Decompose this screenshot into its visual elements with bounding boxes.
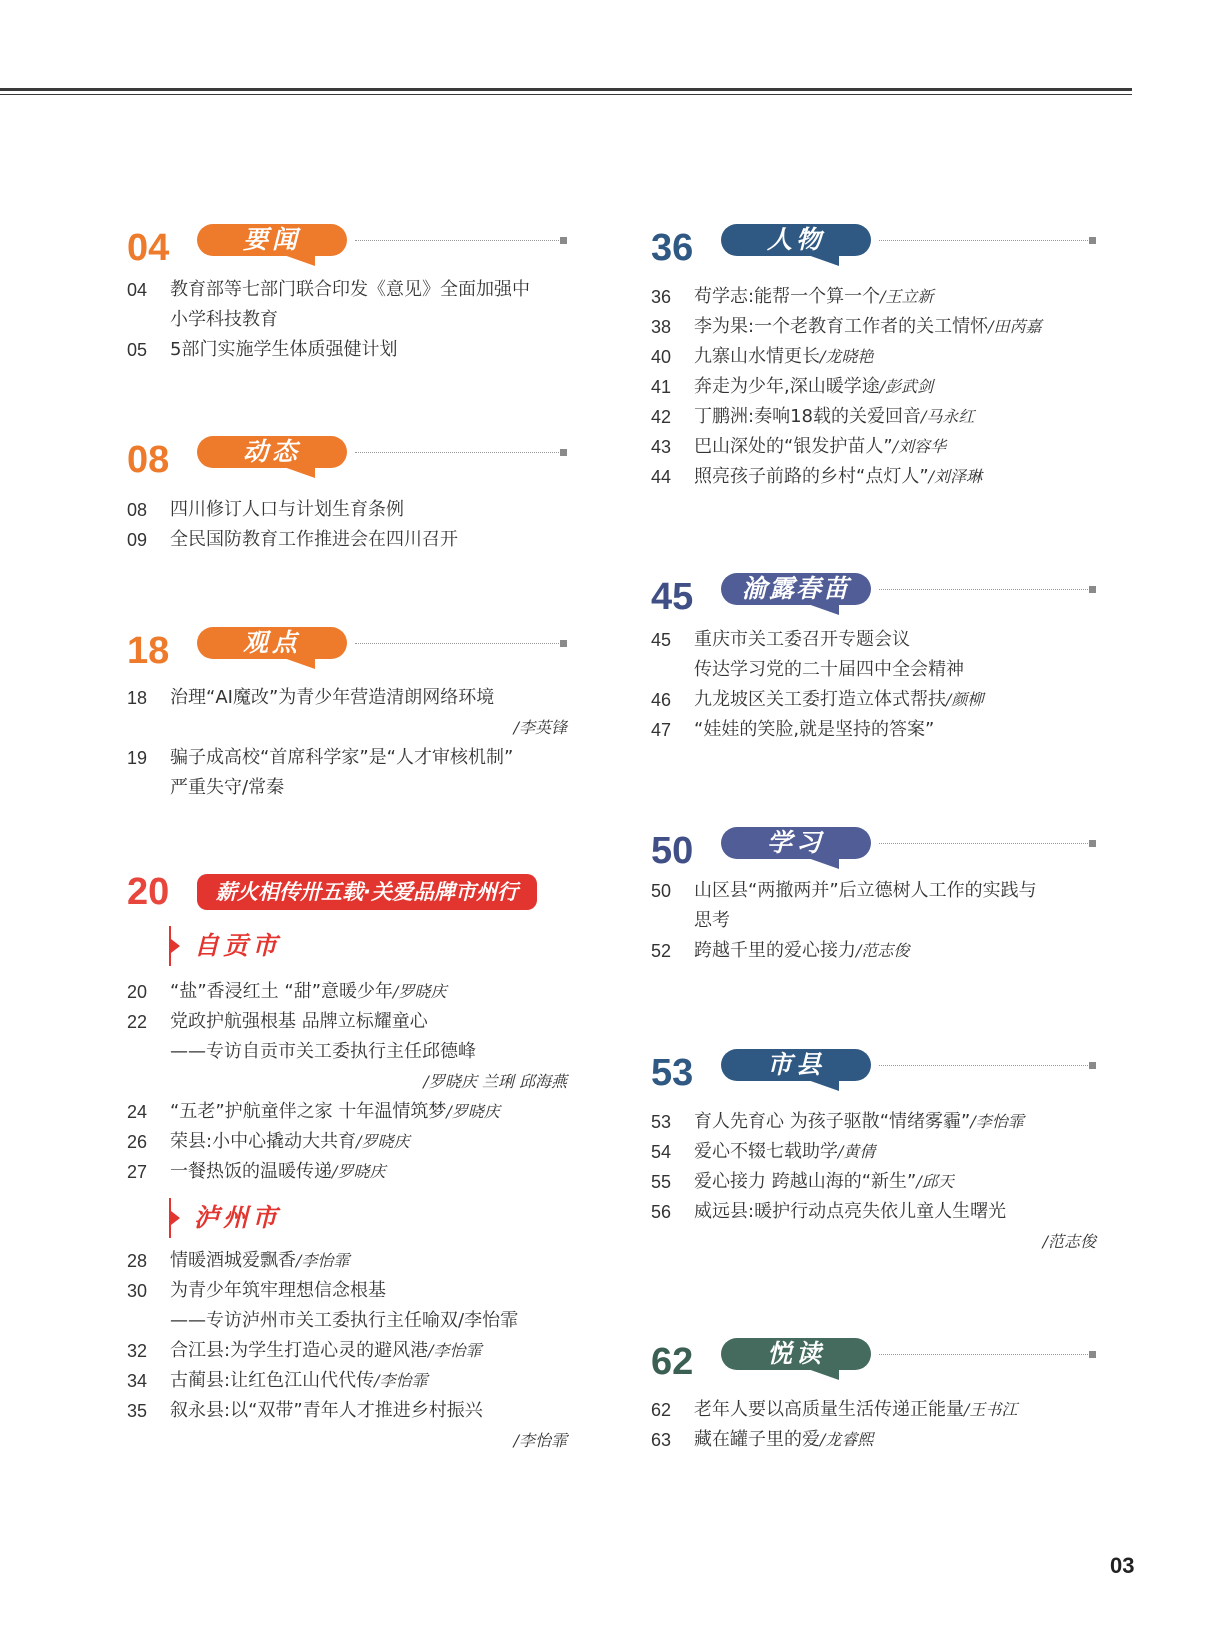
tag-tail (281, 254, 315, 266)
entry-title: 全民国防教育工作推进会在四川召开 (170, 529, 458, 550)
entry-title: 李为果:一个老教育工作者的关工情怀 (694, 316, 989, 337)
sub-header-label: 泸州市 (194, 1203, 282, 1232)
section-tag: 悦读 (721, 1338, 871, 1370)
special-section-banner: 薪火相传卅五载·关爱品牌市州行 (197, 874, 537, 910)
entry-page: 50 (651, 881, 672, 901)
section-entries (651, 625, 1096, 745)
sub-header-label: 自贡市 (194, 931, 282, 960)
entry-author: /龙睿熙 (820, 1430, 874, 1449)
entry-title: 照亮孩子前路的乡村“点灯人” (694, 466, 929, 487)
section-tag: 市县 (721, 1049, 871, 1081)
section-tag: 要闻 (197, 224, 347, 256)
dotted-leader-end (1089, 840, 1096, 847)
entry-title: “五老”护航童伴之家 十年温情筑梦 (170, 1101, 447, 1122)
entry-title: 重庆市关工委召开专题会议 (694, 629, 910, 650)
section-header-shixian (651, 1049, 1096, 1099)
entry-title: 骗子成高校“首席科学家”是“人才审核机制” (170, 747, 514, 768)
entry-title: 丁鹏洲:奏响18载的关爱回音 (694, 406, 921, 427)
entry-page: 43 (651, 437, 672, 457)
section-header-dongtai (127, 436, 567, 486)
dotted-leader-end (1089, 586, 1096, 593)
sub-header-arrow-icon (171, 1211, 180, 1225)
entry-page: 41 (651, 377, 672, 397)
tag-tail (805, 1368, 839, 1380)
toc-entry[interactable] (651, 936, 1096, 966)
entry-continuation: ——专访自贡市关工委执行主任邱德峰 (170, 1041, 476, 1062)
section-number: 04 (127, 227, 170, 269)
toc-entry[interactable] (651, 876, 1096, 906)
section-entries (651, 1395, 1096, 1455)
toc-entry[interactable] (127, 1276, 567, 1306)
entry-author: /黄倩 (838, 1142, 876, 1161)
entry-title: 巴山深处的“银发护苗人” (694, 436, 893, 457)
entry-title: 苟学志:能帮一个算一个 (694, 286, 881, 307)
entry-author: /李怡霏 (458, 1310, 519, 1331)
toc-entry[interactable] (651, 715, 1096, 745)
entry-author: /李怡霏 (374, 1371, 428, 1390)
entry-continuation: 传达学习党的二十届四中全会精神 (694, 659, 964, 680)
entry-title: 荣县:小中心撬动大共育 (170, 1131, 357, 1152)
tag-tail (805, 254, 839, 266)
section-header-renwu (651, 224, 1096, 274)
toc-entry[interactable] (651, 1197, 1096, 1227)
entry-title: 藏在罐子里的爱 (694, 1429, 820, 1450)
entry-page: 53 (651, 1112, 672, 1132)
section-number: 62 (651, 1341, 694, 1383)
section-header-xuexi (651, 827, 1096, 877)
entry-author: /罗晓庆 (446, 1102, 500, 1121)
dotted-leader (355, 643, 559, 644)
section-entries (127, 683, 567, 803)
toc-entry[interactable] (651, 432, 1096, 462)
entry-page: 20 (127, 982, 148, 1002)
tag-tail (281, 657, 315, 669)
entry-page: 54 (651, 1142, 672, 1162)
entry-title: 治理“AI魔改”为青少年营造清朗网络环境 (170, 687, 495, 708)
section-tag: 观点 (197, 627, 347, 659)
entry-title: 古蔺县:让红色江山代代传 (170, 1370, 375, 1391)
entry-title: 党政护航强根基 品牌立标耀童心 (170, 1011, 428, 1032)
entry-page: 18 (127, 688, 148, 708)
entry-page: 32 (127, 1341, 148, 1361)
dotted-leader (879, 1065, 1088, 1066)
entry-title: “盐”香浸红土 “甜”意暖少年 (170, 981, 394, 1002)
entry-title: 爱心接力 跨越山海的“新生” (694, 1171, 917, 1192)
entry-page: 55 (651, 1172, 672, 1192)
section-entries (127, 495, 567, 555)
toc-entry[interactable] (127, 1157, 567, 1187)
entry-continuation (127, 773, 567, 803)
entry-page: 45 (651, 630, 672, 650)
entry-page: 04 (127, 280, 148, 300)
entry-page: 52 (651, 941, 672, 961)
entry-author: /刘容华 (892, 437, 947, 456)
section-entries (651, 282, 1096, 492)
entry-author: /罗晓庆 (356, 1132, 410, 1151)
tag-tail (805, 603, 839, 615)
dotted-leader-end (1089, 1062, 1096, 1069)
entry-title: 奔走为少年,深山暖学途 (694, 376, 880, 397)
toc-entry[interactable] (127, 525, 567, 555)
toc-entry[interactable] (127, 1396, 567, 1426)
section-entries (127, 1246, 567, 1456)
entry-page: 22 (127, 1012, 148, 1032)
entry-page: 08 (127, 500, 148, 520)
toc-entry[interactable] (127, 275, 567, 305)
dotted-leader (879, 589, 1088, 590)
section-number: 45 (651, 576, 694, 618)
entry-continuation-text: 严重失守 (170, 777, 242, 798)
dotted-leader-end (1089, 1351, 1096, 1358)
entry-author: /罗晓庆 兰琍 邱海燕 (423, 1072, 567, 1091)
dotted-leader (355, 240, 559, 241)
toc-entry[interactable] (127, 495, 567, 525)
entry-page: 62 (651, 1400, 672, 1420)
entry-title: 老年人要以高质量生活传递正能量 (694, 1399, 964, 1420)
entry-author: /龙晓艳 (820, 347, 874, 366)
entry-author: /李怡霏 (296, 1251, 350, 1270)
entry-page: 35 (127, 1401, 148, 1421)
entry-author: /李怡霏 (428, 1341, 482, 1360)
entry-page: 56 (651, 1202, 672, 1222)
entry-author: /罗晓庆 (332, 1162, 386, 1181)
toc-entry[interactable] (651, 372, 1096, 402)
entry-title: 爱心不辍七载助学 (694, 1141, 838, 1162)
entry-title: 5部门实施学生体质强健计划 (170, 339, 398, 360)
entry-page: 40 (651, 347, 672, 367)
entry-page: 63 (651, 1430, 672, 1450)
entry-author: /李怡霏 (970, 1112, 1024, 1131)
section-entries (651, 1107, 1096, 1257)
entry-title: 合江县:为学生打造心灵的避风港 (170, 1340, 429, 1361)
toc-entry[interactable] (651, 402, 1096, 432)
section-number: 50 (651, 830, 694, 872)
section-tag: 动态 (197, 436, 347, 468)
toc-left-column (127, 0, 567, 1638)
entry-author: /彭武剑 (879, 377, 934, 396)
entry-page: 26 (127, 1132, 148, 1152)
entry-title: 一餐热饭的温暖传递 (170, 1161, 332, 1182)
dotted-leader-end (560, 640, 567, 647)
page-number: 03 (1110, 1553, 1135, 1578)
entry-title: 九龙坡区关工委打造立体式帮扶 (694, 689, 946, 710)
section-number: 36 (651, 227, 694, 269)
entry-title: 叙永县:以“双带”青年人才推进乡村振兴 (170, 1400, 483, 1421)
section-header-yulu-chunmiao (651, 573, 1096, 623)
entry-continuation: 小学科技教育 (170, 309, 278, 330)
dotted-leader (355, 452, 559, 453)
section-number: 20 (127, 871, 170, 913)
entry-author: /刘泽琳 (928, 467, 983, 486)
entry-page: 30 (127, 1281, 148, 1301)
entry-author: /田芮嘉 (988, 317, 1042, 336)
section-number: 08 (127, 439, 170, 481)
tag-tail (805, 857, 839, 869)
dotted-leader (879, 1354, 1088, 1355)
toc-entry[interactable] (127, 1007, 567, 1037)
toc-entry[interactable] (127, 1127, 567, 1157)
section-entries (127, 275, 567, 365)
entry-title: 九寨山水情更长 (694, 346, 820, 367)
entry-page: 42 (651, 407, 672, 427)
section-number: 18 (127, 630, 170, 672)
entry-title: “娃娃的笑脸,就是坚持的答案” (694, 719, 935, 740)
entry-page: 44 (651, 467, 672, 487)
entry-title: 教育部等七部门联合印发《意见》全面加强中 (170, 279, 530, 300)
entry-continuation (127, 1306, 567, 1336)
toc-entry[interactable] (127, 335, 567, 365)
entry-title: 跨越千里的爱心接力 (694, 940, 856, 961)
section-tag: 学习 (721, 827, 871, 859)
section-tag: 人物 (721, 224, 871, 256)
section-header-special (127, 872, 567, 916)
section-tag: 渝露春苗 (721, 573, 871, 605)
entry-author: /李怡霏 (513, 1431, 567, 1450)
entry-continuation: 思考 (694, 910, 730, 931)
entry-title: 为青少年筑牢理想信念根基 (170, 1280, 386, 1301)
section-header-yuedu (651, 1338, 1096, 1388)
entry-author: /邱天 (916, 1172, 954, 1191)
toc-entry[interactable] (651, 342, 1096, 372)
entry-page: 36 (651, 287, 672, 307)
entry-page: 27 (127, 1162, 148, 1182)
toc-entry[interactable] (127, 743, 567, 773)
dotted-leader-end (560, 237, 567, 244)
entry-page: 19 (127, 748, 148, 768)
toc-entry[interactable] (127, 1336, 567, 1366)
toc-entry[interactable] (651, 1137, 1096, 1167)
entry-page: 46 (651, 690, 672, 710)
entry-author: /范志俊 (1042, 1232, 1096, 1251)
entry-page: 09 (127, 530, 148, 550)
tag-tail (805, 1079, 839, 1091)
toc-entry[interactable] (651, 1107, 1096, 1137)
entry-author: /马永红 (920, 407, 975, 426)
dotted-leader-end (560, 449, 567, 456)
entry-author: /颜柳 (946, 690, 984, 709)
toc-entry[interactable] (127, 1246, 567, 1276)
entry-page: 05 (127, 340, 148, 360)
dotted-leader-end (1089, 237, 1096, 244)
entry-title: 情暖酒城爱飘香 (170, 1250, 296, 1271)
entry-page: 24 (127, 1102, 148, 1122)
entry-page: 28 (127, 1251, 148, 1271)
toc-entry[interactable] (651, 685, 1096, 715)
entry-page: 34 (127, 1371, 148, 1391)
sub-header-arrow-icon (171, 939, 180, 953)
section-entries (651, 876, 1096, 966)
entry-author: /范志俊 (856, 941, 910, 960)
entry-title: 山区县“两撤两并”后立德树人工作的实践与 (694, 880, 1037, 901)
entry-title: 四川修订人口与计划生育条例 (170, 499, 404, 520)
section-number: 53 (651, 1052, 694, 1094)
toc-entry[interactable] (651, 625, 1096, 655)
entry-title: 育人先育心 为孩子驱散“情绪雾霾” (694, 1111, 971, 1132)
entry-author: /李英锋 (513, 718, 567, 737)
toc-right-column (651, 0, 1096, 1638)
dotted-leader (879, 240, 1088, 241)
entry-author: /王立新 (880, 287, 934, 306)
entry-author: /罗晓庆 (393, 982, 447, 1001)
entry-author: /常秦 (242, 777, 285, 798)
toc-entry[interactable] (127, 683, 567, 713)
entry-continuation-text: ——专访泸州市关工委执行主任喻双 (170, 1310, 458, 1331)
toc-entry[interactable] (651, 462, 1096, 492)
dotted-leader (879, 843, 1088, 844)
section-header-guandian (127, 627, 567, 677)
toc-entry[interactable] (651, 312, 1096, 342)
toc-entry[interactable] (127, 1097, 567, 1127)
toc-entry[interactable] (651, 1167, 1096, 1197)
toc-entry[interactable] (651, 1425, 1096, 1455)
entry-page: 47 (651, 720, 672, 740)
entry-author: /王书江 (964, 1400, 1018, 1419)
entry-title: 威远县:暖护行动点亮失依儿童人生曙光 (694, 1201, 1007, 1222)
toc-entry[interactable] (127, 1366, 567, 1396)
section-header-yaowen (127, 224, 567, 274)
tag-tail (281, 466, 315, 478)
toc-entry[interactable] (127, 977, 567, 1007)
toc-entry[interactable] (651, 282, 1096, 312)
entry-page: 38 (651, 317, 672, 337)
toc-entry[interactable] (651, 1395, 1096, 1425)
section-entries (127, 977, 567, 1187)
